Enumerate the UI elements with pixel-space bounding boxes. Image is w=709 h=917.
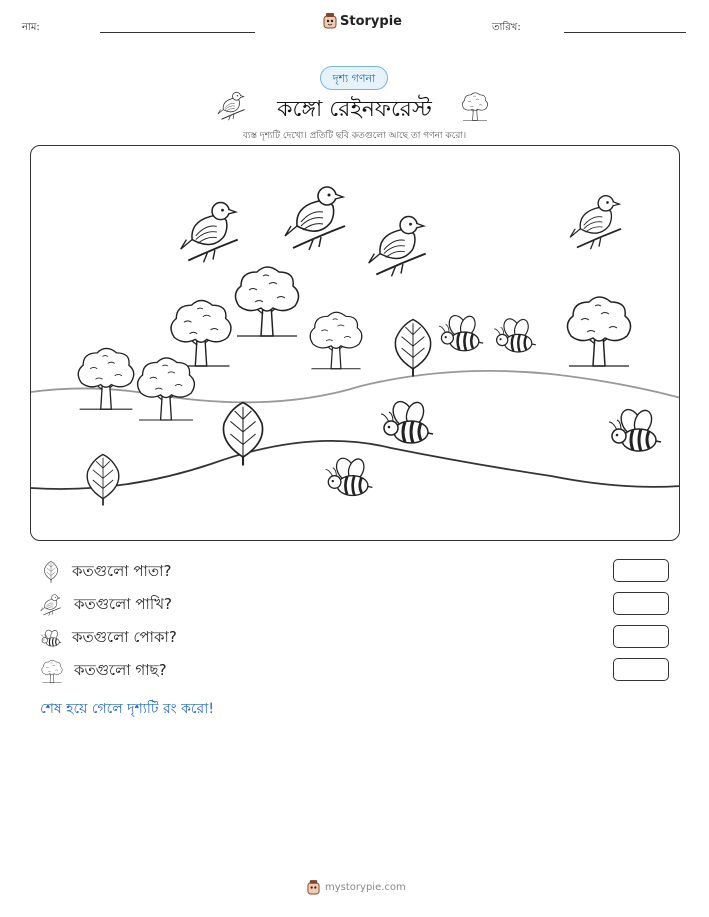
bird bbox=[285, 187, 345, 250]
question-birds bbox=[40, 593, 172, 617]
bird bbox=[181, 203, 238, 263]
tree-icon bbox=[40, 658, 64, 684]
question-trees bbox=[40, 659, 167, 683]
leaf bbox=[87, 455, 119, 506]
bird bbox=[369, 217, 426, 277]
page-title: কঙ্গো রেইনফরেস্ট bbox=[277, 97, 432, 122]
leaf bbox=[395, 320, 430, 377]
tree bbox=[310, 312, 362, 369]
question-bugs bbox=[40, 626, 177, 650]
bee bbox=[326, 455, 373, 495]
tree bbox=[138, 358, 195, 420]
answer-box-bugs[interactable] bbox=[613, 625, 669, 648]
storypie-mascot-icon bbox=[323, 13, 337, 29]
title-tree-icon bbox=[459, 90, 491, 122]
answer-box-trees[interactable] bbox=[613, 658, 669, 681]
storypie-logo bbox=[323, 13, 402, 29]
question-text: কতগুলো পোকা? bbox=[72, 627, 177, 646]
answer-box-birds[interactable] bbox=[613, 592, 669, 615]
bird bbox=[570, 196, 621, 250]
counting-scene bbox=[30, 145, 680, 541]
leaf-icon bbox=[40, 560, 62, 584]
closing-instruction: শেষ হয়ে গেলে দৃশ্যটি রং করো! bbox=[40, 701, 214, 717]
brand-name: Storypie bbox=[340, 13, 402, 29]
leaf bbox=[223, 403, 262, 466]
scene-illustration bbox=[31, 146, 680, 541]
tree bbox=[567, 297, 630, 366]
tree bbox=[78, 348, 134, 409]
question-leaves bbox=[40, 560, 171, 584]
bee bbox=[494, 316, 536, 352]
tree bbox=[235, 267, 298, 336]
name-label: নাম: bbox=[22, 22, 40, 33]
tree bbox=[171, 300, 231, 366]
bee bbox=[381, 398, 433, 443]
footer-site bbox=[307, 880, 406, 895]
question-text: কতগুলো গাছ? bbox=[74, 660, 167, 679]
bee-icon bbox=[40, 627, 62, 649]
activity-badge: দৃশ্য গণনা bbox=[320, 66, 388, 90]
name-line[interactable] bbox=[100, 32, 255, 33]
site-url: mystorypie.com bbox=[325, 882, 406, 893]
date-line[interactable] bbox=[564, 32, 686, 33]
question-text: কতগুলো পাতা? bbox=[72, 561, 172, 580]
instructions: ব্যস্ত দৃশ্যটি দেখো। প্রতিটি ছবি কতগুলো আছে তা গণনা করো। bbox=[242, 131, 467, 141]
storypie-mascot-icon bbox=[307, 880, 320, 895]
bee bbox=[439, 313, 483, 351]
question-text: কতগুলো পাখি? bbox=[74, 594, 173, 613]
bird-icon bbox=[40, 593, 64, 617]
date-label: তারিখ: bbox=[492, 22, 521, 33]
answer-box-leaves[interactable] bbox=[613, 559, 669, 582]
bee bbox=[609, 406, 661, 451]
